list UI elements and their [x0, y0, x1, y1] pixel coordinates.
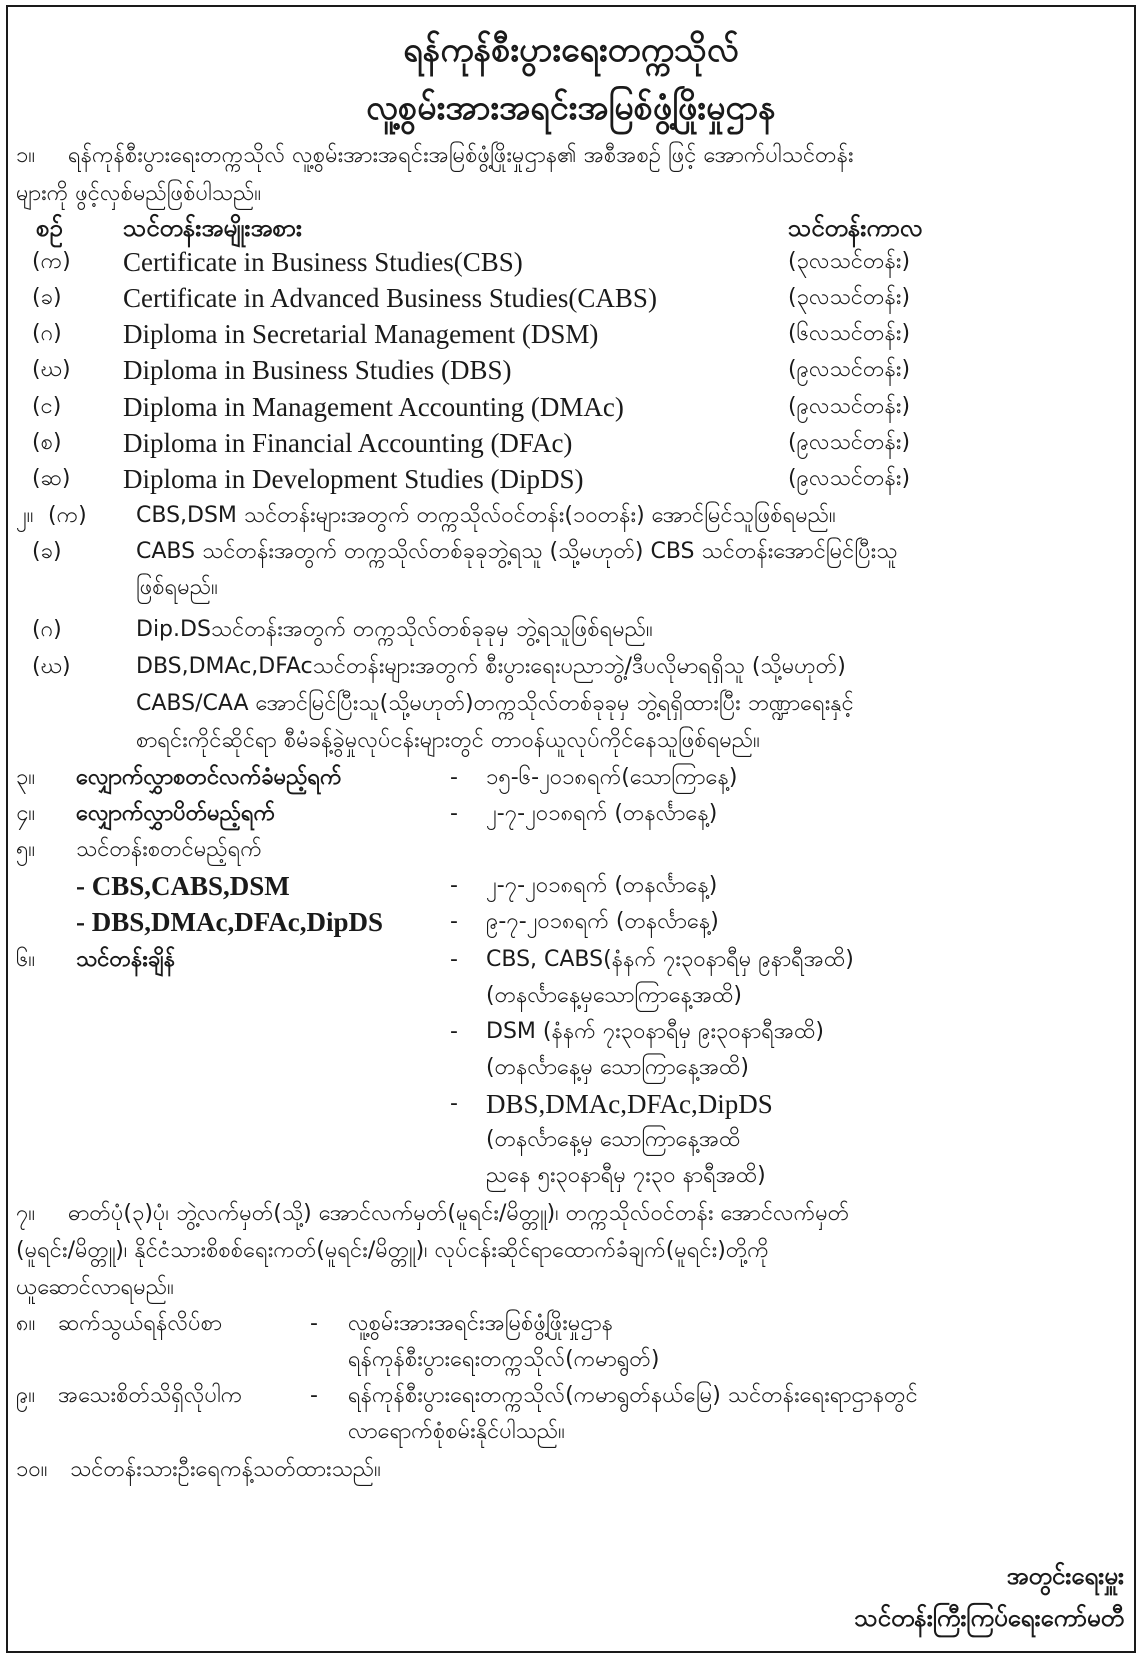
- eligibility-text: CABS/CAA အောင်မြင်ပြီးသူ(သို့မဟုတ်)တက္ကသိုလ်တစ်ခုခုမှ ဘွဲ့ရရှိထားပြီး ဘဏ္ဍာရေးနှင့်: [136, 691, 854, 716]
- section-number: ၅။: [16, 837, 36, 862]
- dash: -: [310, 1311, 318, 1336]
- course-name: Diploma in Secretarial Management (DSM): [123, 319, 599, 349]
- course-name: Certificate in Business Studies(CBS): [123, 247, 523, 277]
- course-name: Diploma in Management Accounting (DMAc): [123, 392, 624, 422]
- course-name: Diploma in Business Studies (DBS): [123, 355, 512, 385]
- info-text: ရန်ကုန်စီးပွားရေးတက္ကသိုလ်(ကမာရွတ်နယ်မြေ) သင်တန်းရေးရာဌာနတွင်: [348, 1383, 918, 1408]
- schedule-label: သင်တန်းချိန်: [76, 947, 176, 972]
- eligibility-text: စာရင်းကိုင်ဆိုင်ရာ စီမံခန့်ခွဲမှုလုပ်ငန်းများတွင် တာဝန်ယူလုပ်ကိုင်နေသူဖြစ်ရမည်။: [136, 728, 760, 753]
- course-seq: (ဃ): [32, 357, 71, 382]
- course-seq: (င): [32, 394, 62, 419]
- schedule-days: (တနင်္လာနေ့မှသောကြာနေ့အထိ): [486, 983, 743, 1008]
- section-number: ၉။: [16, 1383, 36, 1408]
- documents-line: ဓာတ်ပုံ(၃)ပုံ၊ ဘွဲ့လက်မှတ်(သို့) အောင်လက်မှတ်(မူရင်း/မိတ္တူ)၊ တက္ကသိုလ်ဝင်တန်း အောင်လက်မှတ်: [68, 1201, 850, 1226]
- course-name: Diploma in Financial Accounting (DFAc): [123, 428, 573, 458]
- application-open-label: လျှောက်လွှာစတင်လက်ခံမည့်ရက်: [76, 765, 342, 790]
- schedule-time: CBS, CABS(နံနက် ၇း၃၀နာရီမှ ၉နာရီအထိ): [486, 947, 854, 972]
- course-group-label: - CBS,CABS,DSM: [76, 871, 290, 901]
- course-seq: (စ): [32, 430, 62, 455]
- eligibility-seq: (ဂ): [32, 617, 62, 642]
- signature-committee: သင်တန်းကြီးကြပ်ရေးကော်မတီ: [854, 1604, 1124, 1632]
- dash: -: [450, 873, 458, 898]
- notice-document: [6, 5, 1136, 1653]
- eligibility-seq: (ခ): [32, 539, 62, 564]
- course-duration: (၉လသင်တန်း): [788, 394, 911, 419]
- column-header-duration: သင်တန်းကာလ: [788, 214, 923, 242]
- schedule-days: (တနင်္လာနေ့မှ သောကြာနေ့အထိ: [486, 1127, 741, 1152]
- application-close-date: ၂-၇-၂၀၁၈ရက် (တနင်္လာနေ့): [486, 801, 718, 826]
- notice-text: သင်တန်းသားဦးရေကန့်သတ်ထားသည်။: [70, 1457, 381, 1482]
- schedule-days: (တနင်္လာနေ့မှ သောကြာနေ့အထိ): [486, 1055, 750, 1080]
- column-header-type: သင်တန်းအမျိုးအစား: [123, 214, 302, 242]
- signature-title: အတွင်းရေးမှူး: [1006, 1562, 1124, 1590]
- title-department: လူ့စွမ်းအားအရင်းအမြစ်ဖွံ့ဖြိုးမှုဌာန: [366, 88, 776, 128]
- course-name: Certificate in Advanced Business Studies(CABS): [123, 283, 657, 313]
- course-start-date: ၉-၇-၂၀၁၈ရက် (တနင်္လာနေ့): [486, 909, 719, 934]
- course-start-date: ၂-၇-၂၀၁၈ရက် (တနင်္လာနေ့): [486, 873, 718, 898]
- contact-address: ရန်ကုန်စီးပွားရေးတက္ကသိုလ်(ကမာရွတ်): [348, 1347, 660, 1372]
- eligibility-text: ဖြစ်ရမည်။: [136, 575, 218, 600]
- eligibility-seq: (က): [48, 503, 87, 528]
- eligibility-text: CABS သင်တန်းအတွက် တက္ကသိုလ်တစ်ခုခုဘွဲ့ရသူ (သို့မဟုတ်) CBS သင်တန်းအောင်မြင်ပြီးသူ: [136, 539, 898, 564]
- schedule-time: ညနေ ၅း၃၀နာရီမှ ၇း၃၀ နာရီအထိ): [486, 1163, 766, 1188]
- info-label: အသေးစိတ်သိရှိလိုပါက: [58, 1383, 243, 1408]
- intro-line: ရန်ကုန်စီးပွားရေးတက္ကသိုလ် လူ့စွမ်းအားအရင်းအမြစ်ဖွံ့ဖြိုးမှုဌာန၏ အစီအစဉ် ဖြင့် အောက်ပါသင်တန်း: [68, 143, 854, 168]
- course-name: Diploma in Development Studies (DipDS): [123, 464, 584, 494]
- dash: -: [310, 1383, 318, 1408]
- dash: -: [450, 947, 458, 972]
- course-seq: (ဂ): [32, 321, 62, 346]
- course-seq: (ခ): [32, 285, 62, 310]
- section-number: ၆။: [16, 947, 36, 972]
- title-university: ရန်ကုန်စီးပွားရေးတက္ကသိုလ်: [403, 30, 739, 70]
- eligibility-seq: (ဃ): [32, 654, 71, 679]
- section-number: ၂။: [16, 503, 34, 528]
- section-number: ၄။: [16, 801, 36, 826]
- schedule-courses: DBS,DMAc,DFAc,DipDS: [486, 1089, 773, 1119]
- dash: -: [450, 801, 458, 826]
- intro-line: များကို ဖွင့်လှစ်မည်ဖြစ်ပါသည်။: [16, 181, 261, 206]
- info-text: လာရောက်စုံစမ်းနိုင်ပါသည်။: [348, 1419, 565, 1444]
- column-header-seq: စဉ်: [36, 214, 63, 242]
- course-duration: (၆လသင်တန်း): [788, 321, 911, 346]
- section-number: ၈။: [16, 1311, 36, 1336]
- course-duration: (၉လသင်တန်း): [788, 466, 911, 491]
- course-group-label: - DBS,DMAc,DFAc,DipDS: [76, 907, 383, 937]
- dash: -: [450, 765, 458, 790]
- dash: -: [450, 1019, 458, 1044]
- course-duration: (၃လသင်တန်း): [788, 285, 911, 310]
- dash: -: [450, 909, 458, 934]
- section-number: ၃။: [16, 765, 36, 790]
- documents-line: (မူရင်း/မိတ္တူ)၊ နိုင်ငံသားစိစစ်ရေးကတ်(မူရင်း/မိတ္တူ)၊ လုပ်ငန်းဆိုင်ရာထောက်ခံချက်(မူရင်း)တို့ကို: [16, 1238, 769, 1263]
- documents-line: ယူဆောင်လာရမည်။: [16, 1275, 174, 1300]
- eligibility-text: CBS,DSM သင်တန်းများအတွက် တက္ကသိုလ်ဝင်တန်း(၁၀တန်း) အောင်မြင်သူဖြစ်ရမည်။: [136, 503, 836, 528]
- contact-label: ဆက်သွယ်ရန်လိပ်စာ: [58, 1311, 223, 1336]
- course-duration: (၃လသင်တန်း): [788, 249, 911, 274]
- course-start-label: သင်တန်းစတင်မည့်ရက်: [76, 837, 262, 862]
- section-number: ၁၀။: [16, 1457, 48, 1482]
- course-seq: (က): [32, 249, 71, 274]
- course-duration: (၉လသင်တန်း): [788, 430, 911, 455]
- course-seq: (ဆ): [32, 466, 71, 491]
- section-number: ၇။: [16, 1201, 36, 1226]
- eligibility-text: DBS,DMAc,DFAcသင်တန်းများအတွက် စီးပွားရေးပညာဘွဲ့/ဒီပလိုမာရရှိသူ (သို့မဟုတ်): [136, 654, 846, 679]
- contact-address: လူ့စွမ်းအားအရင်းအမြစ်ဖွံ့ဖြိုးမှုဌာန: [348, 1311, 614, 1336]
- section-number: ၁။: [16, 143, 36, 168]
- eligibility-text: Dip.DSသင်တန်းအတွက် တက္ကသိုလ်တစ်ခုခုမှ ဘွဲ့ရသူဖြစ်ရမည်။: [136, 617, 653, 642]
- course-duration: (၉လသင်တန်း): [788, 357, 911, 382]
- schedule-time: DSM (နံနက် ၇း၃၀နာရီမှ ၉း၃၀နာရီအထိ): [486, 1019, 824, 1044]
- application-close-label: လျှောက်လွှာပိတ်မည့်ရက်: [76, 801, 276, 826]
- dash: -: [450, 1091, 458, 1116]
- application-open-date: ၁၅-၆-၂၀၁၈ရက်(သောကြာနေ့): [486, 765, 738, 790]
